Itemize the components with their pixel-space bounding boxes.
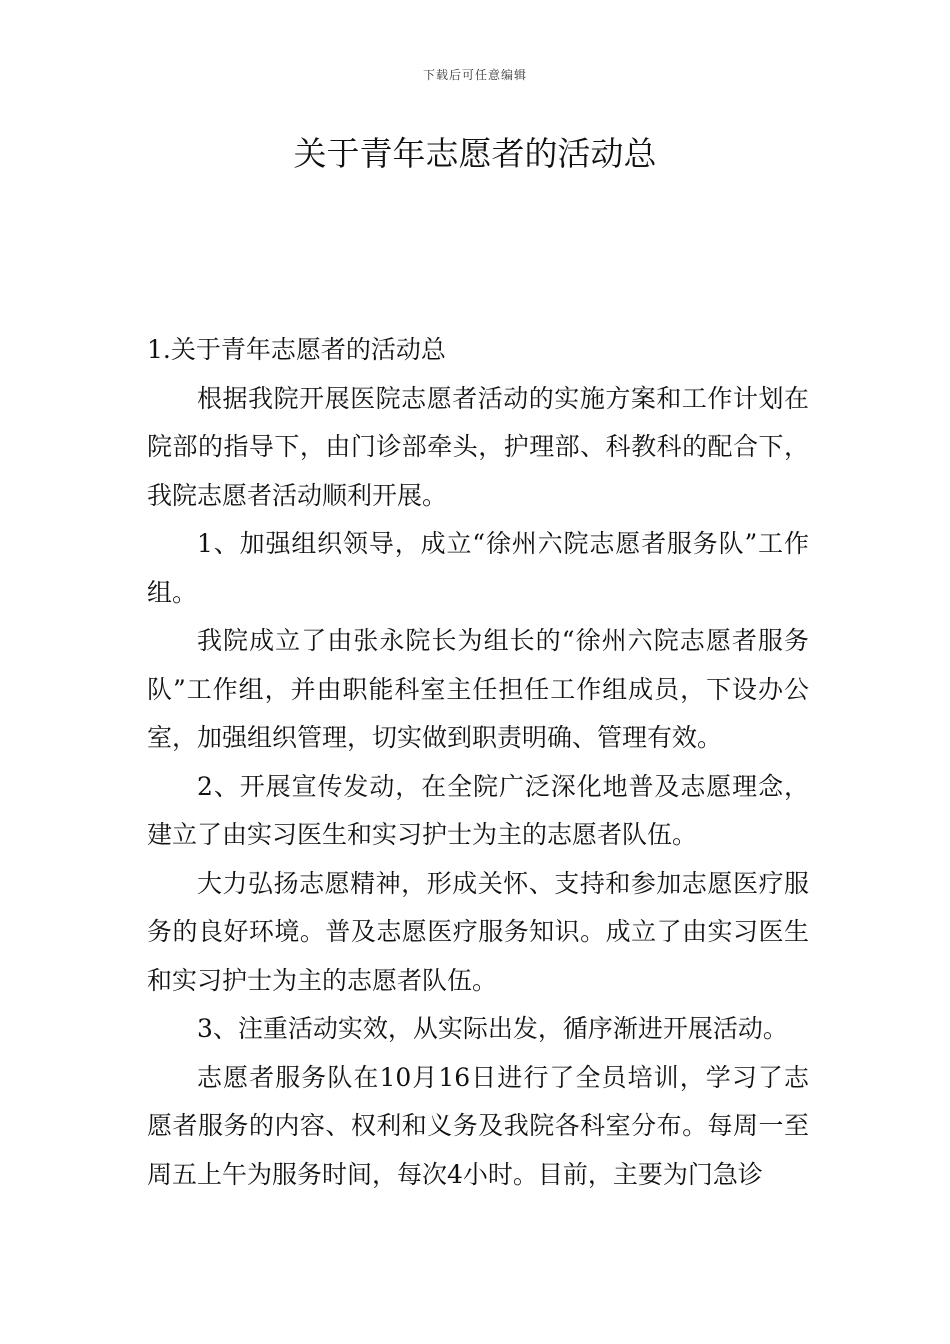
paragraph: 我院成立了由张永院长为组长的“徐州六院志愿者服务队”工作组，并由职能科室主任担任工作组成员，下设办公室，加强组织管理，切实做到职责明确、管理有效。 bbox=[147, 626, 809, 752]
paragraph: 志愿者服务队在10月16日进行了全员培训，学习了志愿者服务的内容、权利和义务及我院各科室分布。每周一至周五上午为服务时间，每次4小时。目前，主要为门急诊 bbox=[147, 1062, 809, 1189]
document-title: 关于青年志愿者的活动总 bbox=[293, 134, 657, 173]
header-note: 下载后可任意编辑 bbox=[422, 68, 527, 82]
paragraph: 大力弘扬志愿精神，形成关怀、支持和参加志愿医疗服务的良好环境。普及志愿医疗服务知识。成立了由实习医生和实习护士为主的志愿者队伍。 bbox=[147, 868, 809, 995]
document-body bbox=[147, 326, 809, 1199]
paragraph: 根据我院开展医院志愿者活动的实施方案和工作计划在院部的指导下，由门诊部牵头，护理部、科教科的配合下，我院志愿者活动顺利开展。 bbox=[147, 383, 809, 510]
paragraph: 2、开展宣传发动，在全院广泛深化地普及志愿理念，建立了由实习医生和实习护士为主的志愿者队伍。 bbox=[147, 771, 809, 849]
paragraph: 1、加强组织领导，成立“徐州六院志愿者服务队”工作组。 bbox=[147, 529, 809, 607]
paragraph: 3、注重活动实效，从实际出发，循序渐进开展活动。 bbox=[197, 1014, 788, 1043]
section-heading: 1.关于青年志愿者的活动总 bbox=[147, 335, 446, 364]
